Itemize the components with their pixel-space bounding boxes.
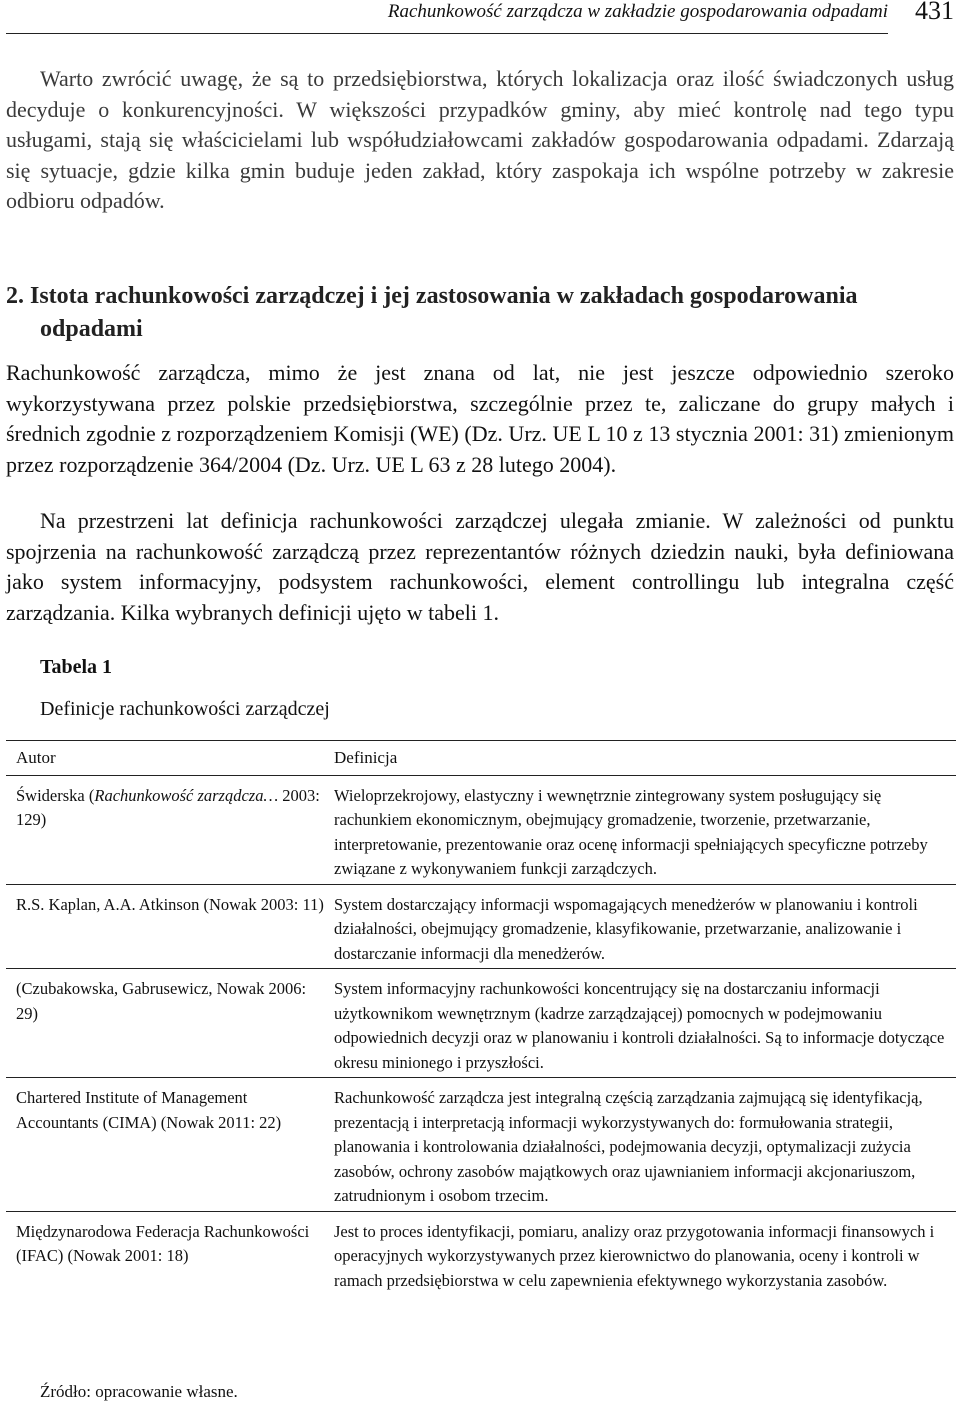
page-header [0, 0, 960, 40]
intro-paragraph: Warto zwrócić uwagę, że są to przedsiębiorstwa, których lokalizacja oraz ilość świadczonych usług decyduje o konkurencyjności. W większości przypadków gminy, aby mieć kontrolę nad tego typu usługami, stają się właścicielami lub współudziałowcami zakładów gospodarowania odpadami. Zdarzają się sytuacje, gdzie kilka gmin buduje jeden zakład, który zaspokaja ich wspólne potrzeby w zakresie odbioru odpadów. [6, 66, 954, 213]
author-cell: Międzynarodowa Federacja Rachunkowości (IFAC) (Nowak 2001: 18) [16, 1221, 310, 1265]
definition-cell: Wieloprzekrojowy, elastyczny i wewnętrznie zintegrowany system posługujący się rachunkiem ekonomicznym, obejmujący gromadzenie, tworzenie, przetwarzanie, interpretowanie, prezentowanie oraz ocenę informacji spełniających specyficzne potrzeby związane z wykonywaniem funkcji zarządczych. [324, 775, 956, 884]
table-row [6, 775, 956, 884]
running-title: Rachunkowość zarządcza w zakładzie gospodarowania odpadami [387, 1, 888, 22]
author-column-header: Autor [6, 741, 324, 776]
table-row [6, 969, 956, 1078]
author-cell: (Czubakowska, Gabrusewicz, Nowak 2006: 29) [6, 969, 324, 1078]
author-cell: Świderska (Rachunkowość zarządcza… 2003: 129) [6, 775, 324, 884]
body-paragraph-2: Na przestrzeni lat definicja rachunkowości zarządczej ulegała zmianie. W zależności od punktu spojrzenia na rachunkowość zarządczą przez reprezentantów różnych dziedzin nauki, była definiowana jako system informacyjny, podsystem rachunkowości, element controllingu lub integralna część zarządzania. Kilka wybranych definicji ujęto w tabeli 1. [6, 508, 954, 625]
table-label: Tabela 1 [40, 656, 113, 678]
table-row [6, 884, 956, 969]
table-caption: Definicje rachunkowości zarządczej [40, 698, 330, 720]
definition-cell: System dostarczający informacji wspomagających menedżerów w planowaniu i kontroli działalności, obejmujący gromadzenie, klasyfikowanie, przetwarzanie, analizowanie i dostarczanie informacji dla menedżerów. [324, 884, 956, 969]
definitions-table [6, 740, 956, 1295]
table-header-row [6, 741, 956, 776]
body-paragraph-1: Rachunkowość zarządcza, mimo że jest znana od lat, nie jest jeszcze odpowiednio szeroko wykorzystywana przez polskie przedsiębiorstwa, szczególnie przez te, zaliczane do grupy małych i średnich zgodnie z rozporządzeniem Komisji (WE) (Dz. Urz. UE L 10 z 13 stycznia 2001: 31) zmienionym przez rozporządzenie 364/2004 (Dz. Urz. UE L 63 z 28 lutego 2004). [6, 360, 954, 477]
section-heading: 2. Istota rachunkowości zarządczej i jej zastosowania w zakładach gospodarowania odpadami [6, 283, 858, 342]
source-note: Źródło: opracowanie własne. [40, 1382, 238, 1401]
definition-cell: System informacyjny rachunkowości koncentrujący się na dostarczaniu informacji użytkownikom wewnętrznym (kadrze zarządzającej) pomocnych w podejmowaniu odpowiednich decyzji oraz w planowaniu i kontroli działalności. Są to informacje dotyczące okresu minionego i przyszłości. [324, 969, 956, 1078]
definition-column-header: Definicja [324, 741, 956, 776]
definition-cell: Jest to proces identyfikacji, pomiaru, analizy oraz przygotowania informacji finansowych i operacyjnych wykorzystywanych przez kierownictwo do planowania, oceny i kontroli w ramach przedsiębiorstwa w celu zapewnienia efektywnego wykorzystania zasobów. [334, 1221, 935, 1290]
definition-cell: Rachunkowość zarządcza jest integralną częścią zarządzania zajmującą się identyfikacją, prezentacją i interpretacją informacji wykorzystywanych do: formułowania strategii, planowania i kontrolowania działalności, podejmowania decyzji, optymalizacji zużycia zasobów, ochrony zasobów majątkowych oraz ujawnianiem informacji akcjonariuszom, zatrudnionym i osobom trzecim. [324, 1078, 956, 1212]
table-row [6, 1211, 956, 1295]
page-number: 431 [915, 0, 954, 25]
table-row [6, 1078, 956, 1212]
author-cell: R.S. Kaplan, A.A. Atkinson (Nowak 2003: 11) [6, 884, 324, 969]
author-cell: Chartered Institute of Management Accountants (CIMA) (Nowak 2011: 22) [6, 1078, 324, 1212]
header-rule [6, 33, 888, 34]
